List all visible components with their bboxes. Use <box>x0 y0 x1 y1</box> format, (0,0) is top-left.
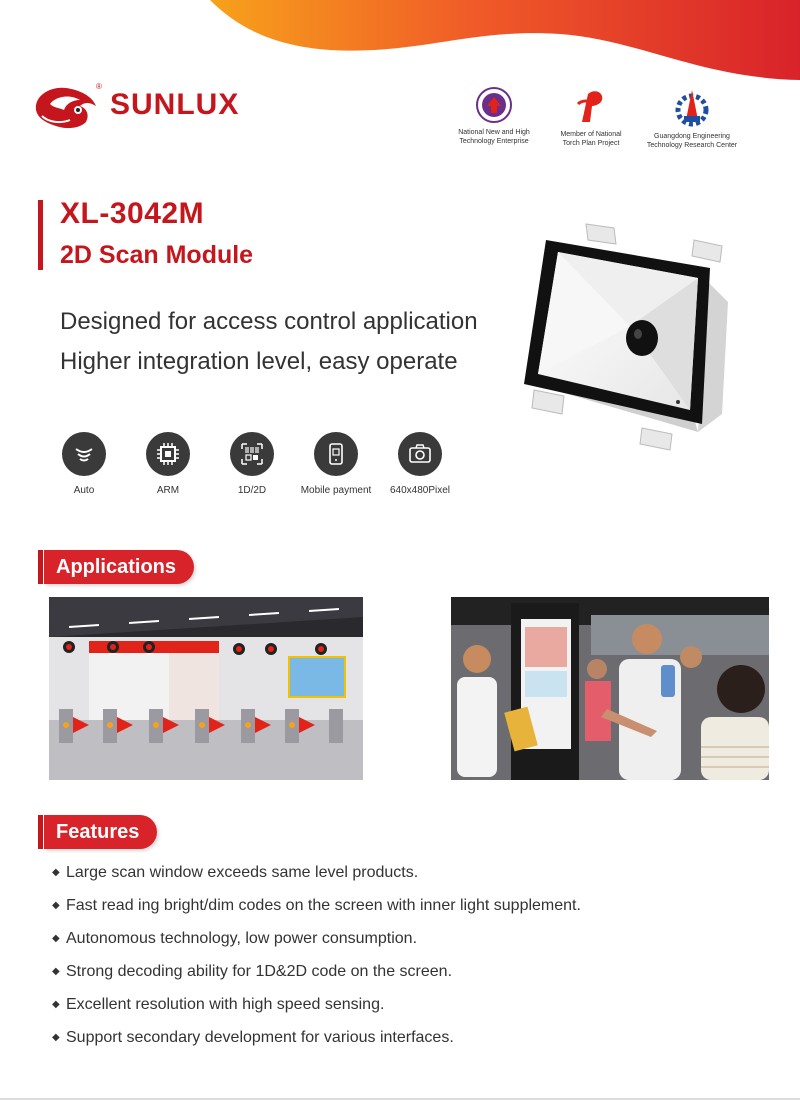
feature-text: Fast read ing bright/dim codes on the screen with inner light supplement. <box>66 897 581 914</box>
feature-text: Excellent resolution with high speed sensing. <box>66 996 385 1013</box>
dragon-logo-icon <box>30 82 102 132</box>
subway-gates-photo <box>49 597 363 780</box>
camera-icon <box>407 441 433 467</box>
bullet-diamond-icon: ◆ <box>52 966 60 977</box>
tagline-2: Higher integration level, easy operate <box>60 348 458 375</box>
cert-nhte <box>444 86 544 146</box>
chip-icon <box>155 441 181 467</box>
feature-item <box>52 992 772 1025</box>
feature-item <box>52 1025 772 1058</box>
spec-label: 640x480Pixel <box>389 485 451 496</box>
registered-mark: ® <box>96 82 102 91</box>
spec-1d2d <box>210 432 294 496</box>
cert-label: Member of National Torch Plan Project <box>560 131 622 147</box>
cert-gd-research <box>642 86 742 150</box>
tagline-1: Designed for access control application <box>60 308 478 335</box>
kiosk-payment-photo <box>451 597 769 780</box>
bullet-diamond-icon: ◆ <box>52 999 60 1010</box>
feature-text: Large scan window exceeds same level products. <box>66 864 419 881</box>
barcode-qr-icon <box>239 441 265 467</box>
applications-heading: Applications <box>44 550 194 584</box>
spec-resolution <box>378 432 462 496</box>
spec-arm <box>126 432 210 496</box>
spec-auto <box>42 432 126 496</box>
auto-sense-icon <box>72 442 96 466</box>
feature-item <box>52 926 772 959</box>
scan-module-product-image <box>518 222 748 454</box>
feature-item <box>52 959 772 992</box>
bullet-diamond-icon: ◆ <box>52 867 60 878</box>
spec-label: Auto <box>73 485 95 496</box>
spec-label: Mobile payment <box>300 485 372 496</box>
features-list <box>52 860 772 1058</box>
cert-label: National New and High Technology Enterprise <box>458 129 530 145</box>
applications-accent-bar <box>38 550 43 584</box>
spec-label: 1D/2D <box>237 485 267 496</box>
spec-mobile-payment <box>294 432 378 496</box>
sunlux-logo <box>30 82 260 132</box>
feature-text: Strong decoding ability for 1D&2D code on the screen. <box>66 963 453 980</box>
product-subtitle: 2D Scan Module <box>60 241 254 269</box>
product-model: XL-3042M <box>60 197 205 230</box>
feature-item <box>52 860 772 893</box>
title-accent-bar <box>38 200 43 270</box>
features-accent-bar <box>38 815 43 849</box>
gd-research-center-icon <box>672 86 712 128</box>
nhte-seal-icon <box>475 86 513 124</box>
header-wave-graphic <box>0 0 800 90</box>
feature-text: Support secondary development for various interfaces. <box>66 1029 454 1046</box>
mobile-payment-icon <box>323 441 349 467</box>
spec-label: ARM <box>156 485 180 496</box>
cert-label: Guangdong Engineering Technology Research Center <box>646 133 738 149</box>
feature-item <box>52 893 772 926</box>
bullet-diamond-icon: ◆ <box>52 900 60 911</box>
features-heading: Features <box>44 815 157 849</box>
bullet-diamond-icon: ◆ <box>52 1032 60 1043</box>
feature-text: Autonomous technology, low power consumption. <box>66 930 418 947</box>
brand-name: SUNLUX <box>110 88 240 121</box>
cert-torch-plan <box>541 86 641 148</box>
bullet-diamond-icon: ◆ <box>52 933 60 944</box>
torch-plan-icon <box>572 86 610 126</box>
